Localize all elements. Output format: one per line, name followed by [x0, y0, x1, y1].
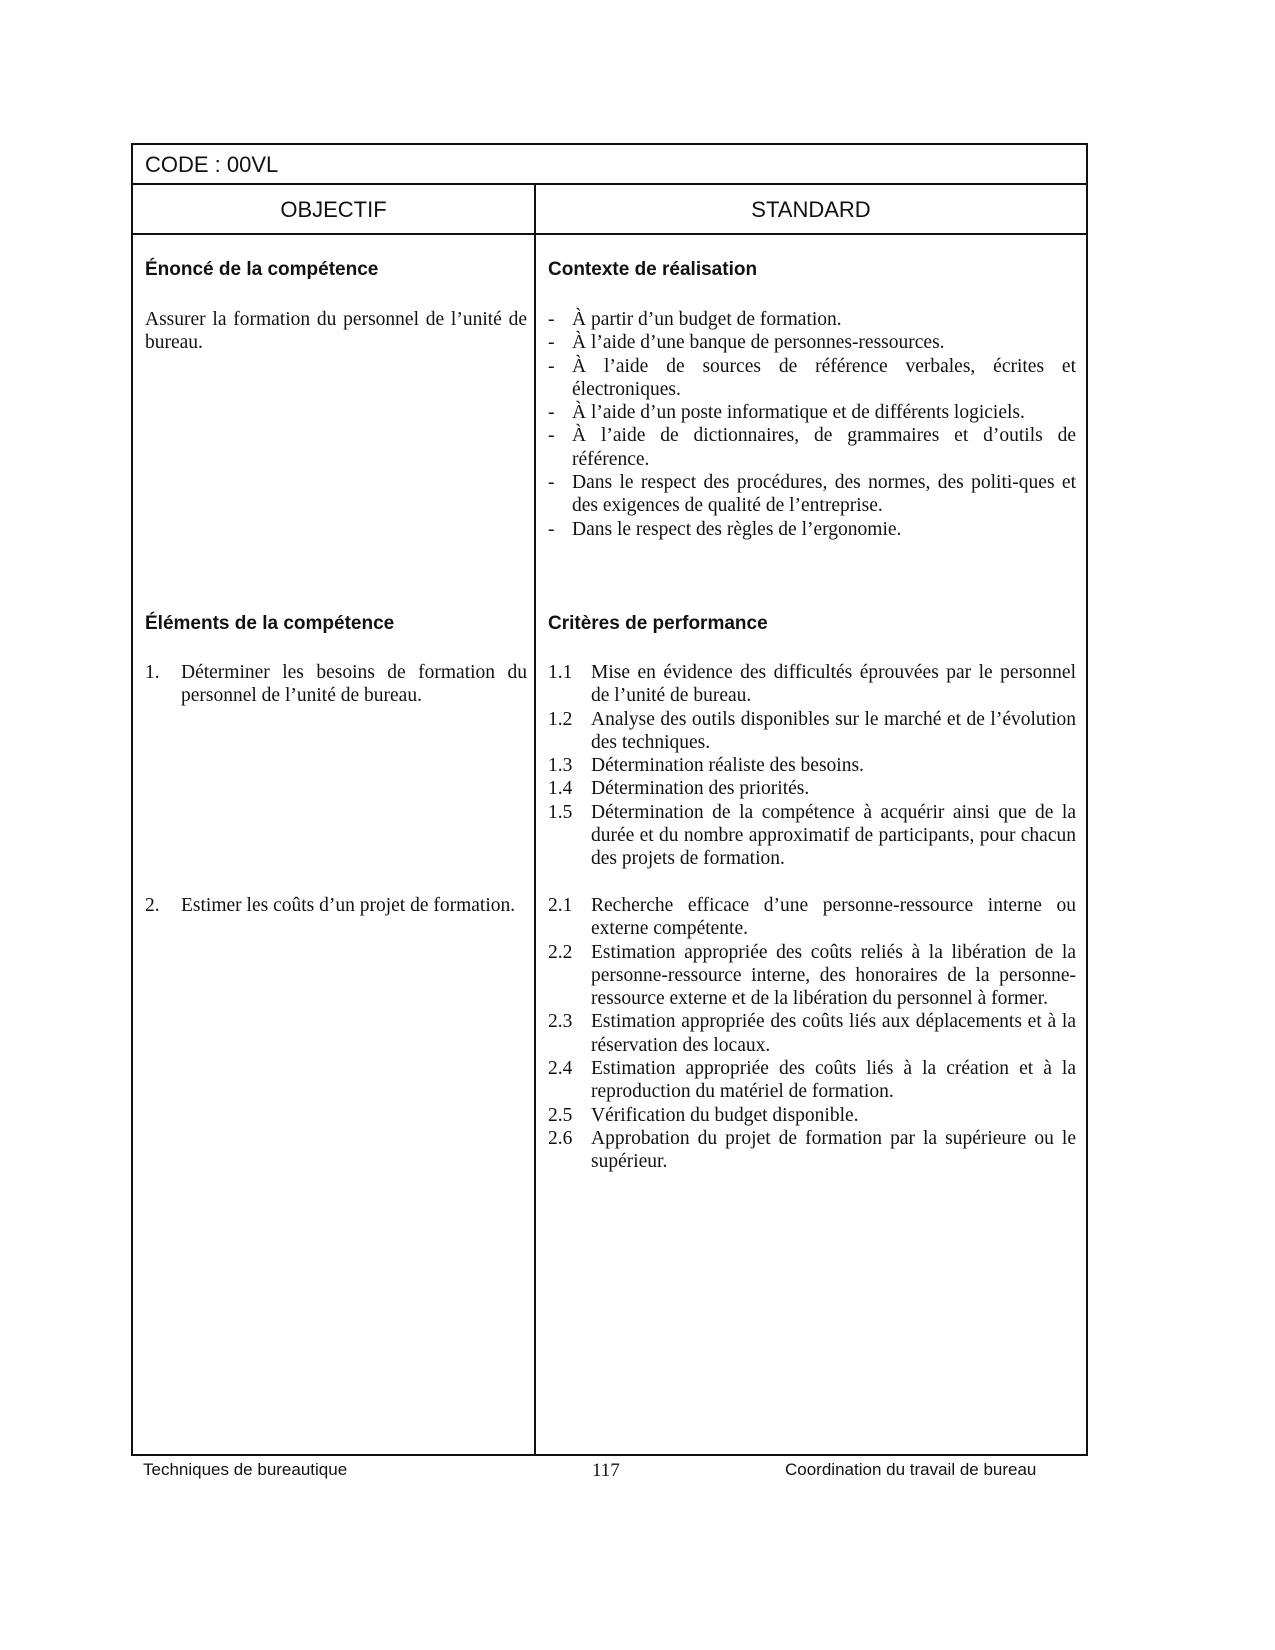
criterion: 1.4 Détermination des priorités.: [548, 778, 810, 800]
contexte-list: [548, 308, 1076, 541]
elements-title: Éléments de la compétence: [145, 613, 395, 634]
contexte-item: - À l’aide de sources de référence verbales, écrites et électroniques.: [548, 355, 1076, 400]
criterion: 2.4 Estimation appropriée des coûts liés à la création et à la reproduction du matériel de formation.: [548, 1058, 1076, 1103]
criterion: 2.6 Approbation du projet de formation par la supérieure ou le supérieur.: [548, 1127, 1076, 1173]
criterion: 2.3 Estimation appropriée des coûts liés aux déplacements et à la réservation des locaux.: [548, 1011, 1076, 1056]
header-standard: STANDARD: [751, 197, 871, 222]
contexte-item: - À partir d’un budget de formation.: [548, 309, 842, 330]
element-2: 2. Estimer les coûts d’un projet de formation.: [145, 895, 516, 916]
criterion: 1.2 Analyse des outils disponibles sur le marché et de l’évolution des techniques.: [548, 708, 1076, 753]
contexte-item: - Dans le respect des règles de l’ergonomie.: [548, 518, 902, 540]
footer-module: Coordination du travail de bureau: [785, 1460, 1037, 1479]
contexte-item: - À l’aide d’une banque de personnes-ressources.: [548, 332, 945, 354]
criterion: 1.5 Détermination de la compétence à acquérir ainsi que de la durée et du nombre approximatif de participants, pour chacun des projets de formation.: [548, 801, 1076, 870]
criterion: 2.1 Recherche efficace d’une personne-ressource interne ou externe compétente.: [548, 895, 1076, 940]
contexte-title: Contexte de réalisation: [548, 259, 758, 280]
header-row: [133, 185, 1086, 235]
contexte-item: - À l’aide de dictionnaires, de grammaires et d’outils de référence.: [548, 425, 1076, 470]
element-1: 1. Déterminer les besoins de formation du personnel de l’unité de bureau.: [145, 662, 527, 707]
contexte-item: - À l’aide d’un poste informatique et de différents logiciels.: [548, 402, 1025, 424]
criteria-list-2: [548, 894, 1076, 1174]
criterion: 1.1 Mise en évidence des difficultés éprouvées par le personnel de l’unité de bureau.: [548, 662, 1076, 707]
criterion: 2.2 Estimation appropriée des coûts reliés à la libération de la personne-ressource interne, des honoraires de la personne-ressource externe et de la libération du personnel à former.: [548, 941, 1076, 1010]
contexte-item: - Dans le respect des procédures, des normes, des politi-ques et des exigences de qualité de l’entreprise.: [548, 472, 1076, 517]
header-objectif: OBJECTIF: [280, 197, 387, 222]
criterion: 1.3 Détermination réaliste des besoins.: [548, 755, 864, 777]
enonce-text: Assurer la formation du personnel de l’unité de bureau.: [145, 309, 527, 354]
enonce-title: Énoncé de la compétence: [145, 259, 379, 280]
column-divider: [534, 185, 536, 1454]
code-label: CODE : 00VL: [133, 145, 1086, 185]
competency-table: [131, 143, 1088, 1456]
criteria-list-1: [548, 661, 1076, 871]
criterion: 2.5 Vérification du budget disponible.: [548, 1104, 859, 1126]
page-number: 117: [592, 1460, 620, 1481]
criteres-title: Critères de performance: [548, 613, 768, 634]
footer-program: Techniques de bureautique: [143, 1460, 348, 1479]
